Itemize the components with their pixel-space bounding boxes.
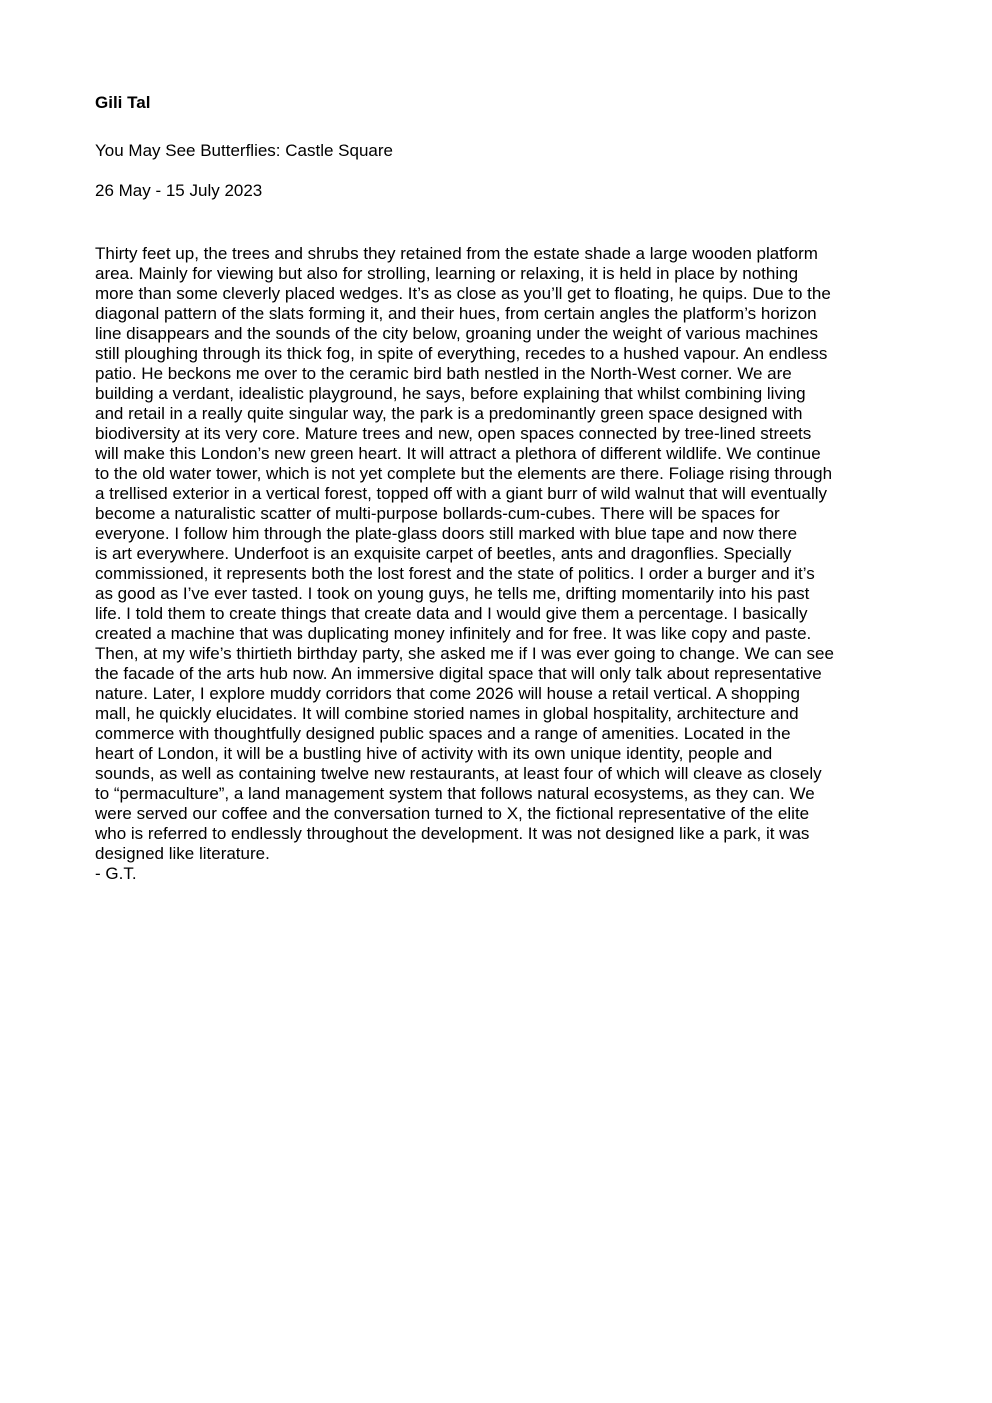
essay-line: become a naturalistic scatter of multi-purpose bollards-cum-cubes. There will be spaces for — [95, 504, 780, 523]
essay-line: designed like literature. — [95, 844, 270, 863]
essay-line: commissioned, it represents both the lost forest and the state of politics. I order a burger and it’s — [95, 564, 815, 583]
essay-line: more than some cleverly placed wedges. It’s as close as you’ll get to floating, he quips. Due to the — [95, 284, 831, 303]
essay-line: will make this London’s new green heart. It will attract a plethora of different wildlife. We continue — [95, 444, 821, 463]
essay-line: Then, at my wife’s thirtieth birthday party, she asked me if I was ever going to change. We can see — [95, 644, 834, 663]
signature-initials: - G.T. — [95, 864, 137, 883]
author-name: Gili Tal — [95, 93, 151, 112]
essay-line: and retail in a really quite singular way, the park is a predominantly green space designed with — [95, 404, 803, 423]
essay-line: who is referred to endlessly throughout the development. It was not designed like a park, it was — [95, 824, 810, 843]
essay-line: a trellised exterior in a vertical forest, topped off with a giant burr of wild walnut that will eventually — [95, 484, 827, 503]
essay-line: patio. He beckons me over to the ceramic bird bath nestled in the North-West corner. We are — [95, 364, 792, 383]
essay-line: biodiversity at its very core. Mature trees and new, open spaces connected by tree-lined streets — [95, 424, 812, 443]
essay-line: sounds, as well as containing twelve new restaurants, at least four of which will cleave as closely — [95, 764, 822, 783]
essay-line: diagonal pattern of the slats forming it, and their hues, from certain angles the platform’s horizon — [95, 304, 817, 323]
essay-body — [95, 244, 925, 884]
essay-line: area. Mainly for viewing but also for strolling, learning or relaxing, it is held in place by nothing — [95, 264, 799, 283]
essay-line: created a machine that was duplicating money infinitely and for free. It was like copy and paste. — [95, 624, 812, 643]
essay-line: still ploughing through its thick fog, in spite of everything, recedes to a hushed vapour. An endless — [95, 344, 828, 363]
essay-line: everyone. I follow him through the plate-glass doors still marked with blue tape and now there — [95, 524, 798, 543]
essay-line: commerce with thoughtfully designed public spaces and a range of amenities. Located in the — [95, 724, 791, 743]
essay-line: building a verdant, idealistic playground, he says, before explaining that whilst combining living — [95, 384, 806, 403]
essay-line: the facade of the arts hub now. An immersive digital space that will only talk about representative — [95, 664, 822, 683]
essay-line: life. I told them to create things that create data and I would give them a percentage. I basically — [95, 604, 808, 623]
essay-line: to “permaculture”, a land management system that follows natural ecosystems, as they can. We — [95, 784, 815, 803]
essay-line: line disappears and the sounds of the city below, groaning under the weight of various machines — [95, 324, 818, 343]
exhibition-dates: 26 May - 15 July 2023 — [95, 181, 263, 200]
essay-line: as good as I’ve ever tasted. I took on young guys, he tells me, drifting momentarily into his past — [95, 584, 810, 603]
essay-line: heart of London, it will be a bustling hive of activity with its own unique identity, people and — [95, 744, 773, 763]
essay-line: to the old water tower, which is not yet complete but the elements are there. Foliage rising through — [95, 464, 833, 483]
essay-line: mall, he quickly elucidates. It will combine storied names in global hospitality, architecture and — [95, 704, 799, 723]
essay-line: Thirty feet up, the trees and shrubs they retained from the estate shade a large wooden platform — [95, 244, 818, 263]
exhibition-title: You May See Butterflies: Castle Square — [95, 141, 393, 160]
essay-line: is art everywhere. Underfoot is an exquisite carpet of beetles, ants and dragonflies. Specially — [95, 544, 792, 563]
essay-line: nature. Later, I explore muddy corridors that come 2026 will house a retail vertical. A shopping — [95, 684, 800, 703]
essay-line: were served our coffee and the conversation turned to X, the fictional representative of the elite — [95, 804, 810, 823]
